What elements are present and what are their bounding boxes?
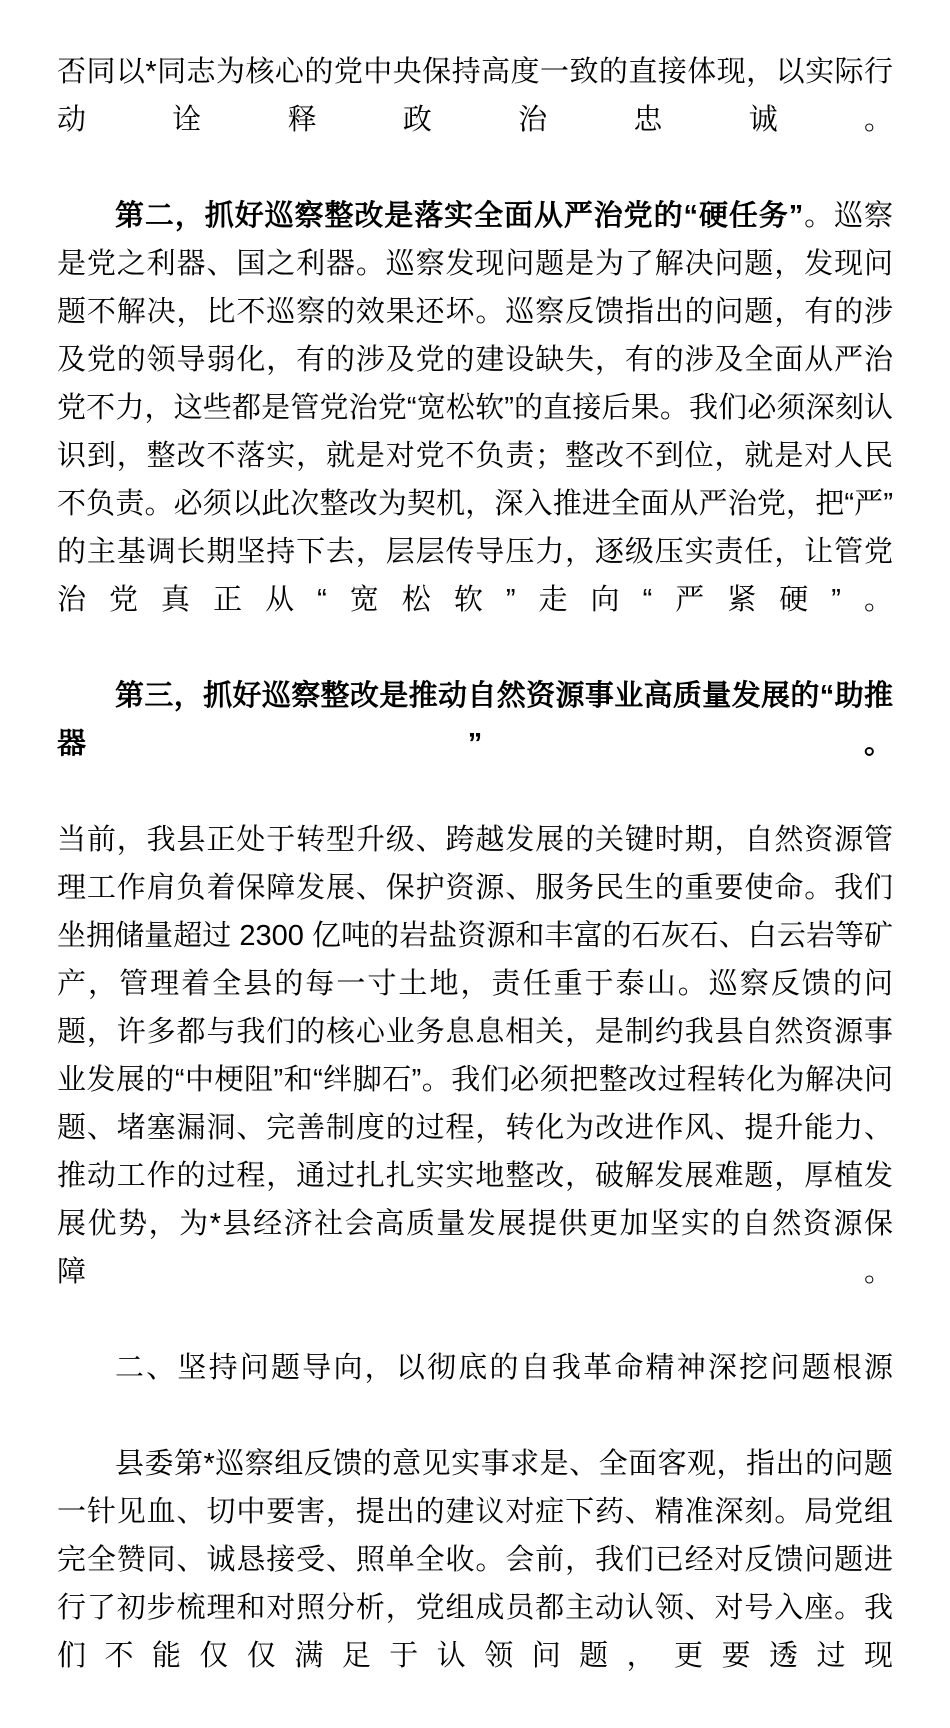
paragraph-text: 县委第*巡察组反馈的意见实事求是、全面客观，指出的问题一针见血、切中要害，提出的建议对症下药、精准深刻。局党组完全赞同、诚恳接受、照单全收。会前，我们已经对反馈问题进行了初步梳理和对照分析，党组成员都主动认领、对号入座。我们不能仅仅满足于认领问题，更要透过现 xyxy=(57,1448,893,1672)
heading-text: 第三，抓好巡察整改是推动自然资源事业高质量发展的“助推器”。 xyxy=(57,680,893,760)
paragraph-text: 。巡察是党之利器、国之利器。巡察发现问题是为了解决问题，发现问题不解决，比不巡察的效果还坏。巡察反馈指出的问题，有的涉及党的领导弱化，有的涉及党的建设缺失，有的涉及全面从严治党不力，这些都是管党治党“宽松软”的直接后果。我们必须深刻认识到，整改不落实，就是对党不负责；整改不到位，就是对人民不负责。必须以此次整改为契机，深入推进全面从严治党，把“严”的主基调长期坚持下去，层层传导压力，逐级压实责任，让管党治党真正从“宽松软”走向“严紧硬”。 xyxy=(57,200,893,616)
paragraph-second-point xyxy=(57,192,893,672)
paragraph-text: 否同以*同志为核心的党中央保持高度一致的直接体现，以实际行动诠释政治忠诚。 xyxy=(57,56,893,136)
paragraph-text: 当前，我县正处于转型升级、跨越发展的关键时期，自然资源管理工作肩负着保障发展、保护资源、服务民生的重要使命。我们坐拥储量超过 2300 亿吨的岩盐资源和丰富的石灰石、白云岩等矿产，管理着全县的每一寸土地，责任重于泰山。巡察反馈的问题，许多都与我们的核心业务息息相关，是制约我县自然资源事业发展的“中梗阻”和“绊脚石”。我们必须把整改过程转化为解决问题、堵塞漏洞、完善制度的过程，转化为改进作风、提升能力、推动工作的过程，通过扎扎实实地整改，破解发展难题，厚植发展优势，为*县经济社会高质量发展提供更加坚实的自然资源保障。 xyxy=(57,824,893,1288)
document-body xyxy=(57,48,893,1728)
heading-third-point xyxy=(57,672,893,816)
paragraph-natural-resources xyxy=(57,816,893,1344)
bold-lead-second: 第二，抓好巡察整改是落实全面从严治党的“硬任务” xyxy=(115,200,804,232)
paragraph-political-loyalty xyxy=(57,48,893,192)
paragraph-inspection-feedback xyxy=(57,1440,893,1728)
section-heading-two xyxy=(57,1344,893,1440)
section-heading-text: 二、坚持问题导向，以彻底的自我革命精神深挖问题根源 xyxy=(115,1352,893,1384)
